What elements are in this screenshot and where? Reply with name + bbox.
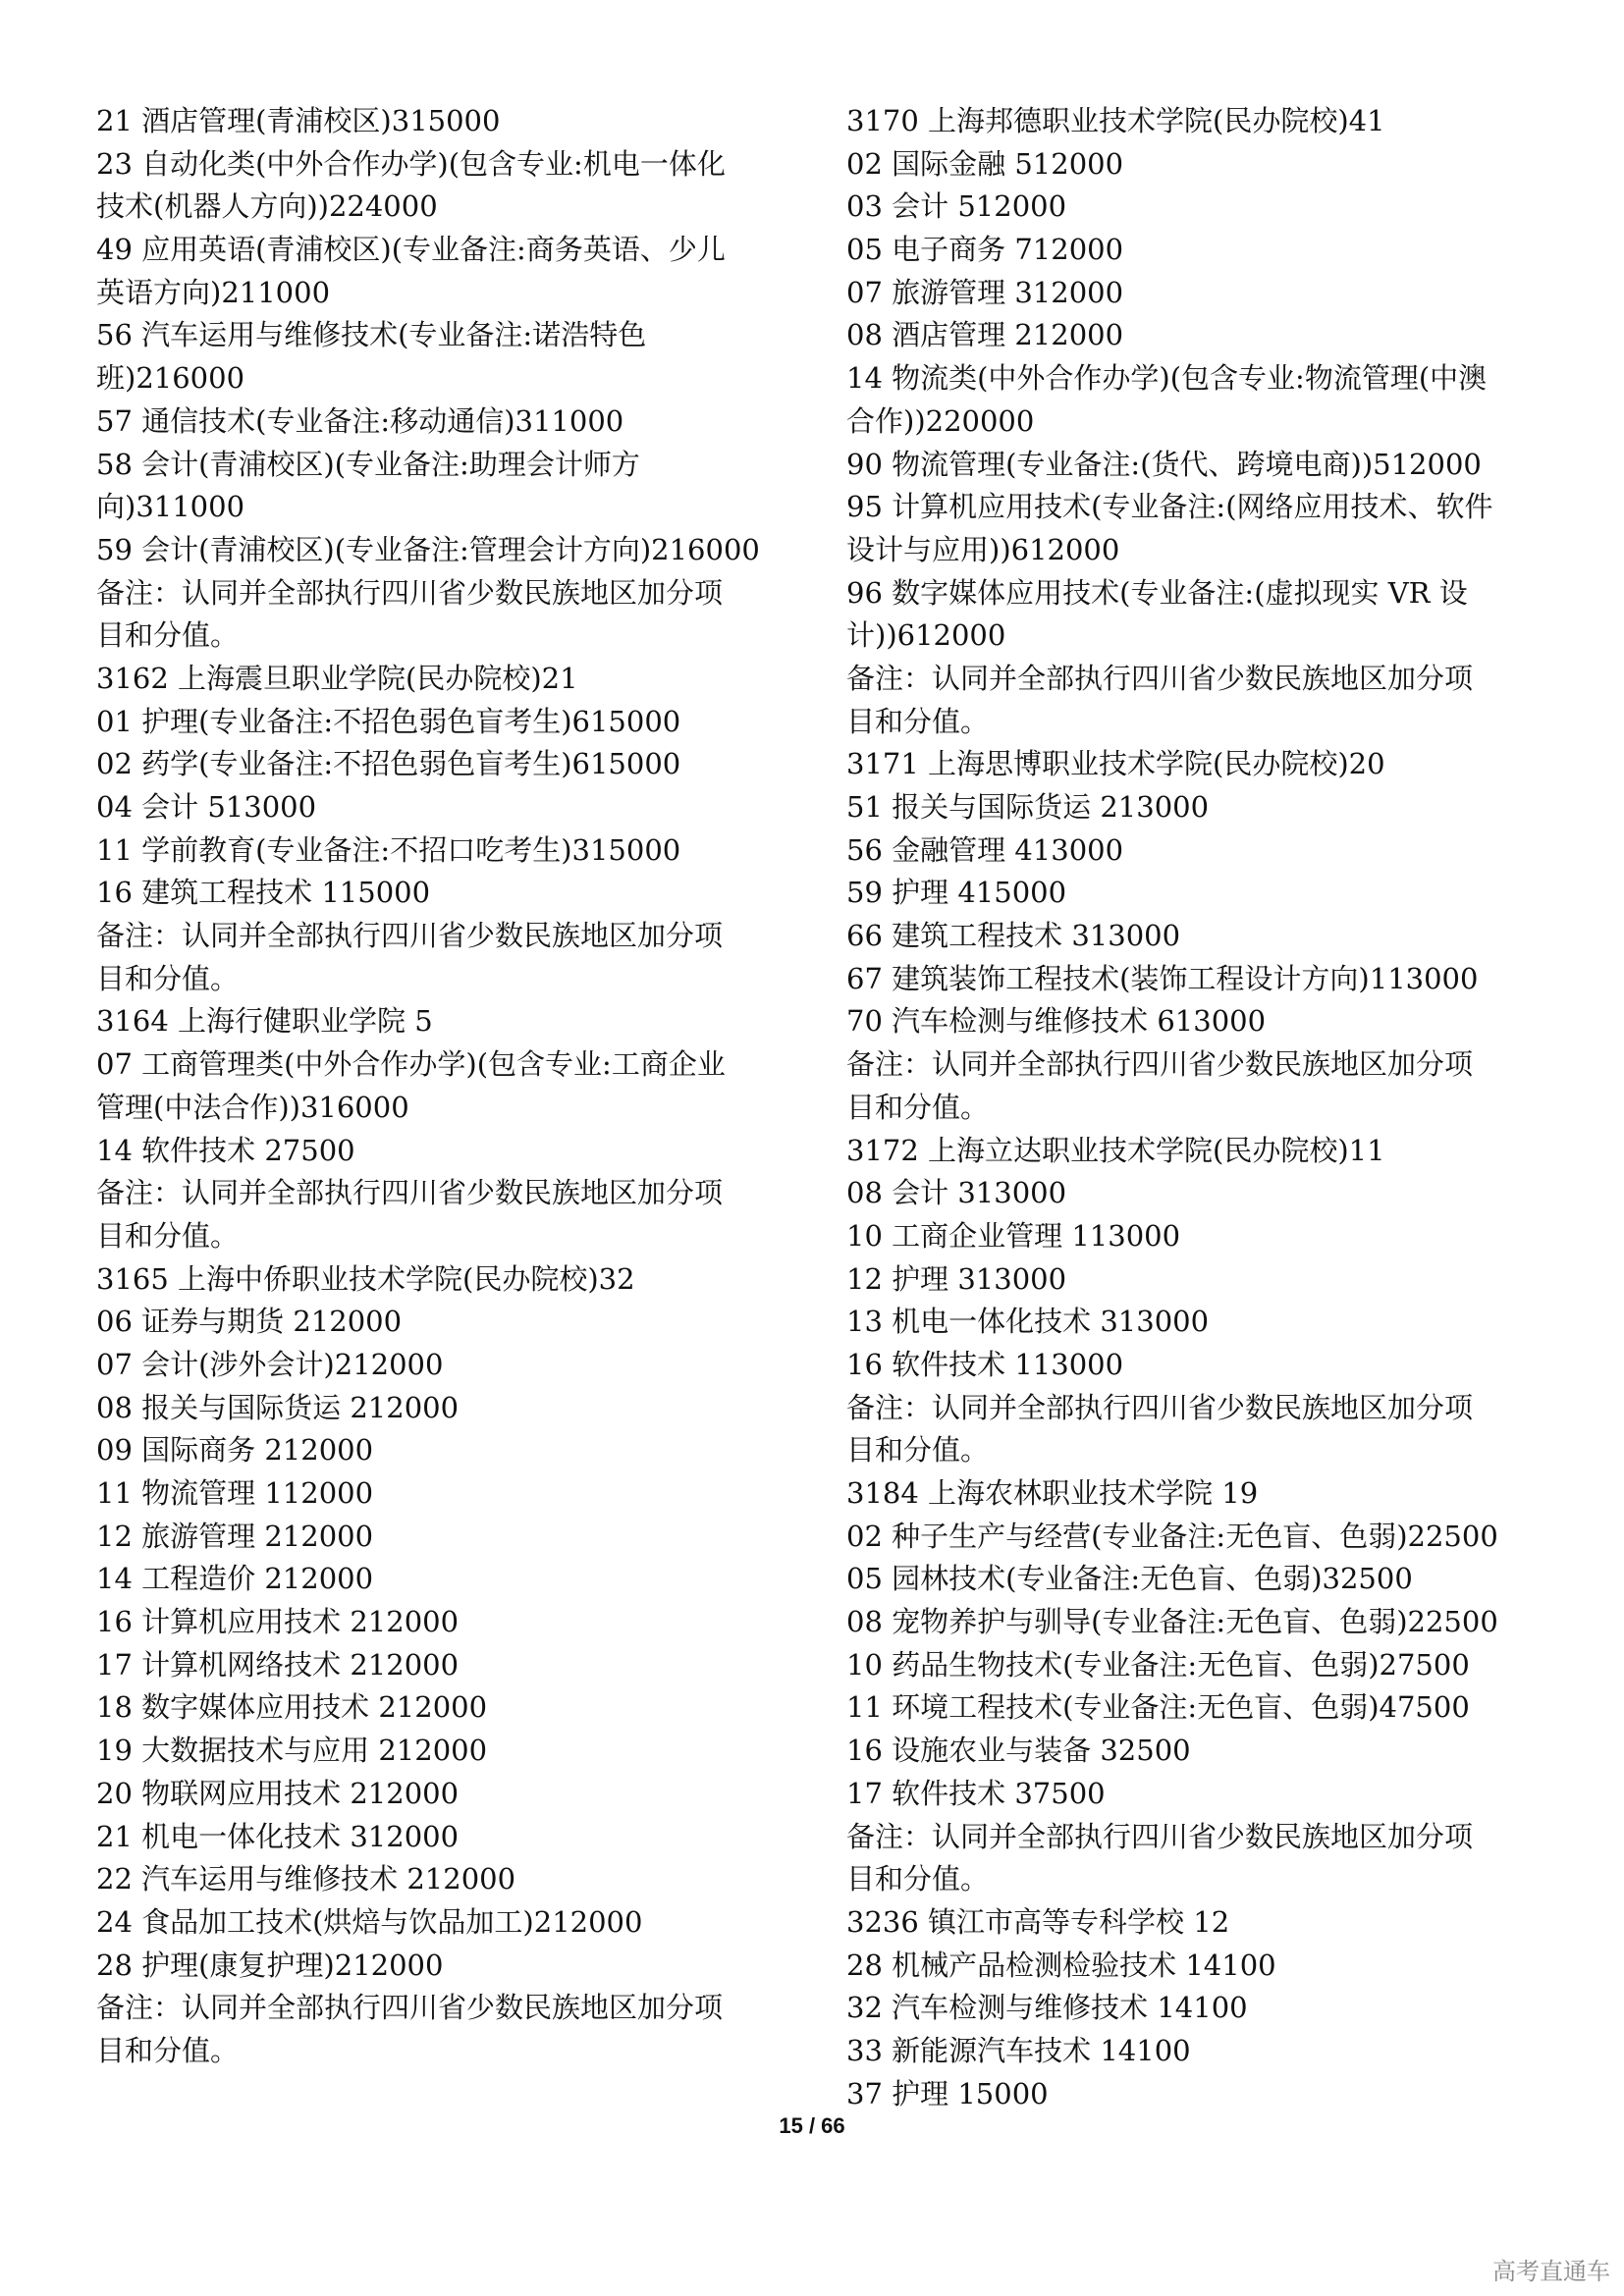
text-line: 04 会计 513000 [96, 790, 317, 824]
text-line: 33 新能源汽车技术 14100 [846, 2033, 1191, 2067]
text-line: 计))612000 [846, 618, 1006, 653]
text-line: 18 数字媒体应用技术 212000 [96, 1690, 488, 1725]
text-line: 22 汽车运用与维修技术 212000 [96, 1862, 516, 1896]
text-line: 班)216000 [96, 361, 245, 396]
text-line: 10 药品生物技术(专业备注:无色盲、色弱)27500 [846, 1647, 1470, 1682]
text-line: 17 计算机网络技术 212000 [96, 1647, 460, 1682]
text-line: 16 设施农业与装备 32500 [846, 1734, 1191, 1768]
text-line: 90 物流管理(专业备注:(货代、跨境电商))512000 [846, 447, 1482, 481]
text-line: 51 报关与国际货运 213000 [846, 790, 1210, 824]
text-line: 59 会计(青浦校区)(专业备注:管理会计方向)216000 [96, 532, 760, 566]
text-line: 3184 上海农林职业技术学院 19 [846, 1476, 1259, 1510]
text-line: 13 机电一体化技术 313000 [846, 1305, 1210, 1339]
text-line: 03 会计 512000 [846, 189, 1067, 224]
text-line: 95 计算机应用技术(专业备注:(网络应用技术、软件 [846, 490, 1493, 524]
text-line: 3170 上海邦德职业技术学院(民办院校)41 [846, 104, 1385, 137]
text-line: 49 应用英语(青浦校区)(专业备注:商务英语、少儿 [96, 233, 726, 267]
text-line: 备注：认同并全部执行四川省少数民族地区加分项 [846, 1390, 1474, 1424]
text-line: 28 机械产品检测检验技术 14100 [846, 1948, 1276, 1982]
text-line: 14 工程造价 212000 [96, 1562, 374, 1596]
text-line: 01 护理(专业备注:不招色弱色盲考生)615000 [96, 704, 681, 738]
right-column [846, 100, 1553, 2115]
text-line: 12 旅游管理 212000 [96, 1519, 374, 1553]
text-line: 英语方向)211000 [96, 275, 331, 309]
text-line: 28 护理(康复护理)212000 [96, 1948, 444, 1982]
text-line: 19 大数据技术与应用 212000 [96, 1734, 488, 1768]
text-line: 08 宠物养护与驯导(专业备注:无色盲、色弱)22500 [846, 1605, 1498, 1639]
text-line: 目和分值。 [846, 1090, 990, 1124]
text-line: 70 汽车检测与维修技术 613000 [846, 1004, 1267, 1039]
text-line: 06 证券与期货 212000 [96, 1305, 403, 1339]
text-line: 备注：认同并全部执行四川省少数民族地区加分项 [846, 1819, 1474, 1853]
text-line: 66 建筑工程技术 313000 [846, 919, 1181, 953]
text-line: 备注：认同并全部执行四川省少数民族地区加分项 [846, 1047, 1474, 1082]
text-line: 设计与应用))612000 [846, 532, 1120, 566]
text-line: 11 环境工程技术(专业备注:无色盲、色弱)47500 [846, 1690, 1470, 1725]
text-line: 02 国际金融 512000 [846, 146, 1124, 181]
text-line: 32 汽车检测与维修技术 14100 [846, 1991, 1248, 2025]
text-line: 07 旅游管理 312000 [846, 275, 1124, 309]
text-line: 16 建筑工程技术 115000 [96, 876, 431, 910]
text-line: 08 会计 313000 [846, 1176, 1067, 1210]
text-line: 14 软件技术 27500 [96, 1133, 355, 1167]
text-line: 20 物联网应用技术 212000 [96, 1776, 460, 1810]
text-line: 37 护理 15000 [846, 2076, 1049, 2110]
text-line: 10 工商企业管理 113000 [846, 1218, 1181, 1253]
text-line: 67 建筑装饰工程技术(装饰工程设计方向)113000 [846, 961, 1479, 995]
text-line: 16 软件技术 113000 [846, 1347, 1124, 1381]
text-line: 02 药学(专业备注:不招色弱色盲考生)615000 [96, 747, 681, 781]
text-line: 16 计算机应用技术 212000 [96, 1605, 460, 1639]
text-line: 技术(机器人方向))224000 [96, 189, 438, 224]
text-line: 23 自动化类(中外合作办学)(包含专业:机电一体化 [96, 146, 726, 181]
text-line: 向)311000 [96, 490, 245, 524]
text-line: 56 汽车运用与维修技术(专业备注:诺浩特色 [96, 318, 647, 352]
text-line: 目和分值。 [96, 2033, 240, 2067]
text-line: 管理(中法合作))316000 [96, 1090, 409, 1124]
text-line: 备注：认同并全部执行四川省少数民族地区加分项 [96, 919, 724, 953]
text-line: 58 会计(青浦校区)(专业备注:助理会计师方 [96, 447, 640, 481]
text-line: 3171 上海思博职业技术学院(民办院校)20 [846, 747, 1385, 781]
text-line: 备注：认同并全部执行四川省少数民族地区加分项 [96, 1176, 724, 1210]
text-line: 05 电子商务 712000 [846, 233, 1124, 267]
text-line: 09 国际商务 212000 [96, 1433, 374, 1468]
text-line: 02 种子生产与经营(专业备注:无色盲、色弱)22500 [846, 1519, 1498, 1553]
text-line: 备注：认同并全部执行四川省少数民族地区加分项 [96, 1991, 724, 2025]
text-line: 目和分值。 [96, 618, 240, 653]
text-line: 24 食品加工技术(烘焙与饮品加工)212000 [96, 1904, 643, 1939]
page-number: 15 / 66 [779, 2113, 845, 2138]
text-line: 3162 上海震旦职业学院(民办院校)21 [96, 661, 578, 695]
text-line: 14 物流类(中外合作办学)(包含专业:物流管理(中澳 [846, 361, 1488, 396]
text-line: 17 软件技术 37500 [846, 1776, 1106, 1810]
text-line: 08 报关与国际货运 212000 [96, 1390, 460, 1424]
text-line: 11 物流管理 112000 [96, 1476, 374, 1510]
text-line: 目和分值。 [96, 1218, 240, 1253]
text-line: 05 园林技术(专业备注:无色盲、色弱)32500 [846, 1562, 1413, 1596]
text-line: 12 护理 313000 [846, 1261, 1067, 1296]
text-line: 57 通信技术(专业备注:移动通信)311000 [96, 403, 624, 438]
text-line: 3165 上海中侨职业技术学院(民办院校)32 [96, 1261, 635, 1296]
text-line: 合作))220000 [846, 403, 1035, 438]
text-line: 56 金融管理 413000 [846, 832, 1124, 867]
text-line: 07 会计(涉外会计)212000 [96, 1347, 444, 1381]
text-line: 07 工商管理类(中外合作办学)(包含专业:工商企业 [96, 1047, 726, 1082]
text-line: 59 护理 415000 [846, 876, 1067, 910]
text-line: 11 学前教育(专业备注:不招口吃考生)315000 [96, 832, 681, 867]
text-line: 3164 上海行健职业学院 5 [96, 1004, 433, 1039]
text-line: 21 酒店管理(青浦校区)315000 [96, 104, 501, 137]
text-line: 3236 镇江市高等专科学校 12 [846, 1904, 1230, 1939]
text-line: 08 酒店管理 212000 [846, 318, 1124, 352]
left-column [96, 100, 803, 2073]
text-line: 目和分值。 [96, 961, 240, 995]
text-line: 21 机电一体化技术 312000 [96, 1819, 460, 1853]
text-line: 目和分值。 [846, 704, 990, 738]
text-line: 目和分值。 [846, 1433, 990, 1468]
text-line: 3172 上海立达职业技术学院(民办院校)11 [846, 1133, 1385, 1167]
text-line: 备注：认同并全部执行四川省少数民族地区加分项 [96, 575, 724, 610]
watermark-text: 高考直通车 [1492, 2258, 1610, 2285]
text-line: 目和分值。 [846, 1862, 990, 1896]
text-line: 96 数字媒体应用技术(专业备注:(虚拟现实 VR 设 [846, 575, 1468, 610]
text-line: 备注：认同并全部执行四川省少数民族地区加分项 [846, 661, 1474, 695]
